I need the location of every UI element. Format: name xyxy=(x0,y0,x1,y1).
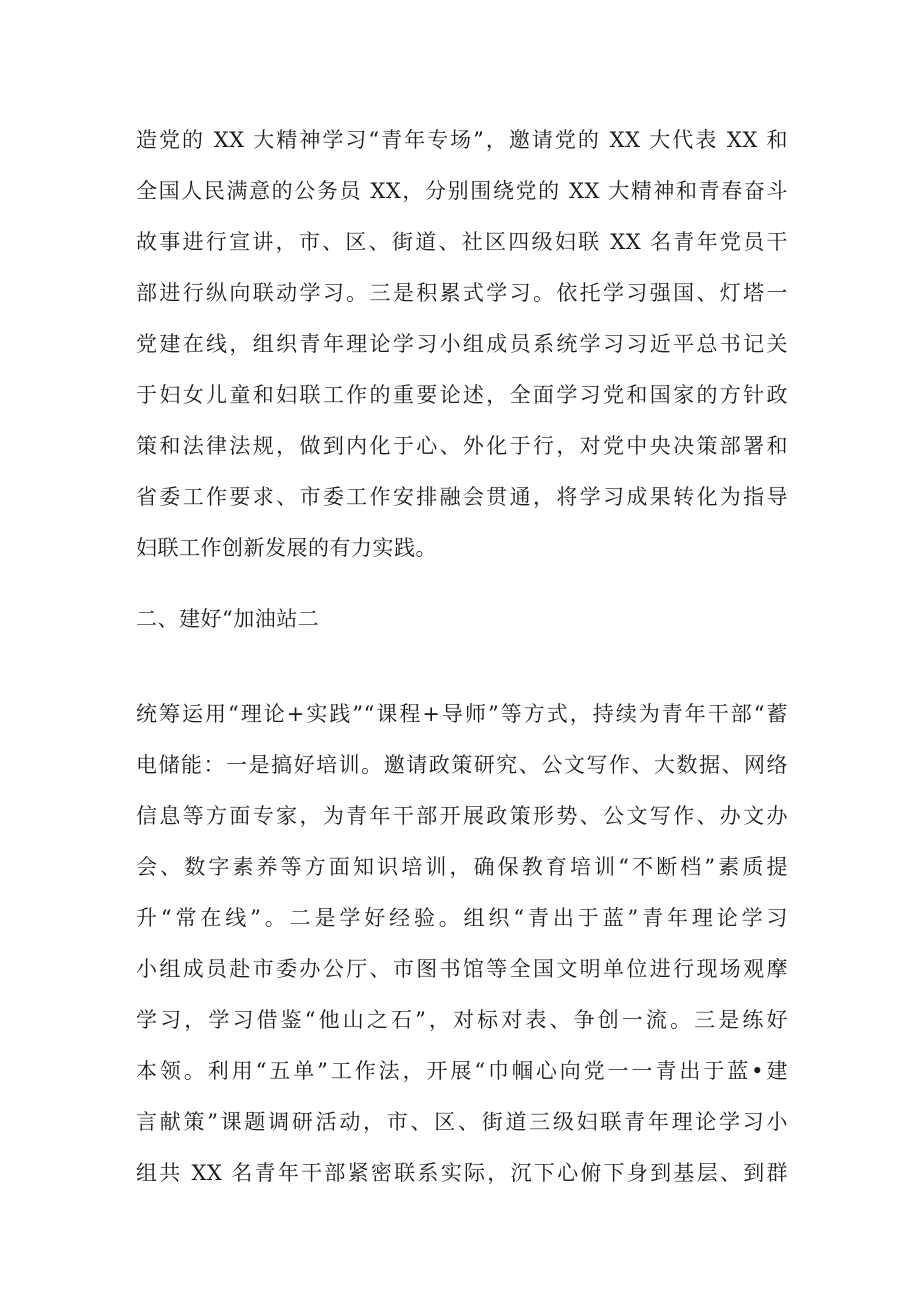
paragraph-line: 言献策”课题调研活动，市、区、街道三级妇联青年理论学习小 xyxy=(136,1110,788,1134)
paragraph-line: 党建在线，组织青年理论学习小组成员系统学习习近平总书记关 xyxy=(136,332,788,356)
paragraph-line: 小组成员赴市委办公厅、市图书馆等全国文明单位进行现场观摩 xyxy=(136,957,788,981)
paragraph-2 xyxy=(136,689,788,1199)
paragraph-line: 造党的 XX 大精神学习“青年专场”，邀请党的 XX 大代表 XX 和 xyxy=(136,128,788,152)
paragraph-line: 本领。利用“五单”工作法，开展“巾帼心向党一一青出于蓝•建 xyxy=(136,1059,788,1083)
paragraph-line: 全国人民满意的公务员 XX，分别围绕党的 XX 大精神和青春奋斗 xyxy=(136,179,788,203)
paragraph-line: 策和法律法规，做到内化于心、外化于行，对党中央决策部署和 xyxy=(136,434,788,458)
paragraph-line: 升“常在线”。二是学好经验。组织“青出于蓝”青年理论学习 xyxy=(136,906,788,930)
paragraph-line: 会、数字素养等方面知识培训，确保教育培训“不断档”素质提 xyxy=(136,855,788,879)
paragraph-line: 妇联工作创新发展的有力实践。 xyxy=(136,536,437,560)
paragraph-line: 于妇女儿童和妇联工作的重要论述，全面学习党和国家的方针政 xyxy=(136,383,788,407)
section-heading: 二、建好“加油站二 xyxy=(136,607,320,631)
paragraph-line: 组共 XX 名青年干部紧密联系实际，沉下心俯下身到基层、到群 xyxy=(136,1161,788,1185)
paragraph-line: 学习，学习借鉴“他山之石”，对标对表、争创一流。三是练好 xyxy=(136,1008,788,1032)
paragraph-line: 电储能：一是搞好培训。邀请政策研究、公文写作、大数据、网络 xyxy=(136,753,788,777)
paragraph-line: 故事进行宣讲，市、区、街道、社区四级妇联 XX 名青年党员干 xyxy=(136,230,788,254)
paragraph-line: 部进行纵向联动学习。三是积累式学习。依托学习强国、灯塔一 xyxy=(136,281,788,305)
paragraph-line: 统筹运用“理论+实践”“课程+导师”等方式，持续为青年干部“蓄 xyxy=(136,702,788,726)
paragraph-line: 省委工作要求、市委工作安排融会贯通，将学习成果转化为指导 xyxy=(136,485,788,509)
paragraph-line: 信息等方面专家，为青年干部开展政策形势、公文写作、办文办 xyxy=(136,804,788,828)
paragraph-1 xyxy=(136,115,788,574)
